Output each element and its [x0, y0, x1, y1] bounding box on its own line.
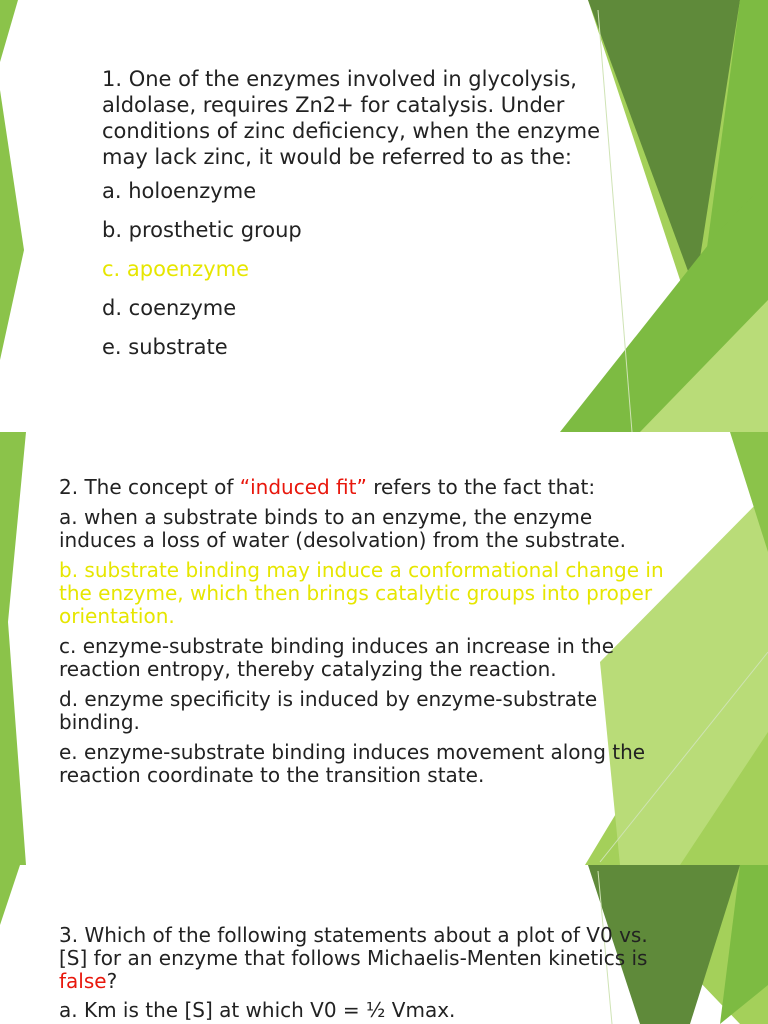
left-green-sliver: [0, 865, 20, 925]
option-line: a. when a substrate binds to an enzyme, the enzyme: [59, 505, 593, 529]
question-suffix: refers to the fact that:: [366, 475, 596, 499]
question-2: [59, 476, 664, 794]
option-line: the enzyme, which then brings catalytic groups into proper: [59, 581, 653, 605]
question-line: 3. Which of the following statements about a plot of V0 vs.: [59, 923, 648, 947]
option-line: reaction coordinate to the transition state.: [59, 763, 485, 787]
question-line: aldolase, requires Zn2+ for catalysis. Under: [102, 93, 565, 117]
option-b-answer: [59, 559, 664, 628]
slide-3: [0, 865, 768, 1024]
question-1-stem: [102, 66, 600, 170]
option-line: induces a loss of water (desolvation) from the substrate.: [59, 528, 626, 552]
option-a: [59, 506, 664, 552]
question-end: ?: [106, 969, 118, 993]
slide-2: [0, 432, 768, 865]
option-line: orientation.: [59, 604, 175, 628]
option-b: b. prosthetic group: [102, 218, 302, 242]
option-line: c. enzyme-substrate binding induces an increase in the: [59, 634, 615, 658]
question-2-stem: [59, 476, 664, 499]
induced-fit-term: “induced fit”: [239, 475, 367, 499]
question-3-stem: [59, 924, 648, 993]
false-term: false: [59, 969, 107, 993]
option-d: d. coenzyme: [102, 296, 237, 320]
option-e: [59, 741, 664, 787]
option-line: d. enzyme specificity is induced by enzyme-substrate: [59, 687, 598, 711]
question-1: [102, 66, 600, 373]
option-e: e. substrate: [102, 335, 228, 359]
question-line: may lack zinc, it would be referred to as the:: [102, 145, 572, 169]
option-d: [59, 688, 664, 734]
question-line: 1. One of the enzymes involved in glycolysis,: [102, 67, 577, 91]
question-prefix: 2. The concept of: [59, 475, 240, 499]
option-c-answer: c. apoenzyme: [102, 257, 249, 281]
question-line: [59, 970, 648, 993]
left-green-wedge: [0, 90, 24, 360]
option-a: a. holoenzyme: [102, 179, 257, 203]
question-line: [S] for an enzyme that follows Michaelis-Menten kinetics is: [59, 946, 648, 970]
left-green-strip: [0, 432, 26, 865]
option-c: [59, 635, 664, 681]
option-line: binding.: [59, 710, 140, 734]
option-line: b. substrate binding may induce a conformational change in: [59, 558, 664, 582]
option-line: e. enzyme-substrate binding induces movement along the: [59, 740, 646, 764]
option-line: reaction entropy, thereby catalyzing the reaction.: [59, 657, 557, 681]
question-3: [59, 924, 648, 1022]
question-line: conditions of zinc deficiency, when the enzyme: [102, 119, 601, 143]
slide-1: [0, 0, 768, 432]
option-a: a. Km is the [S] at which V0 = ½ Vmax.: [59, 998, 456, 1022]
left-green-sliver: [0, 0, 18, 62]
